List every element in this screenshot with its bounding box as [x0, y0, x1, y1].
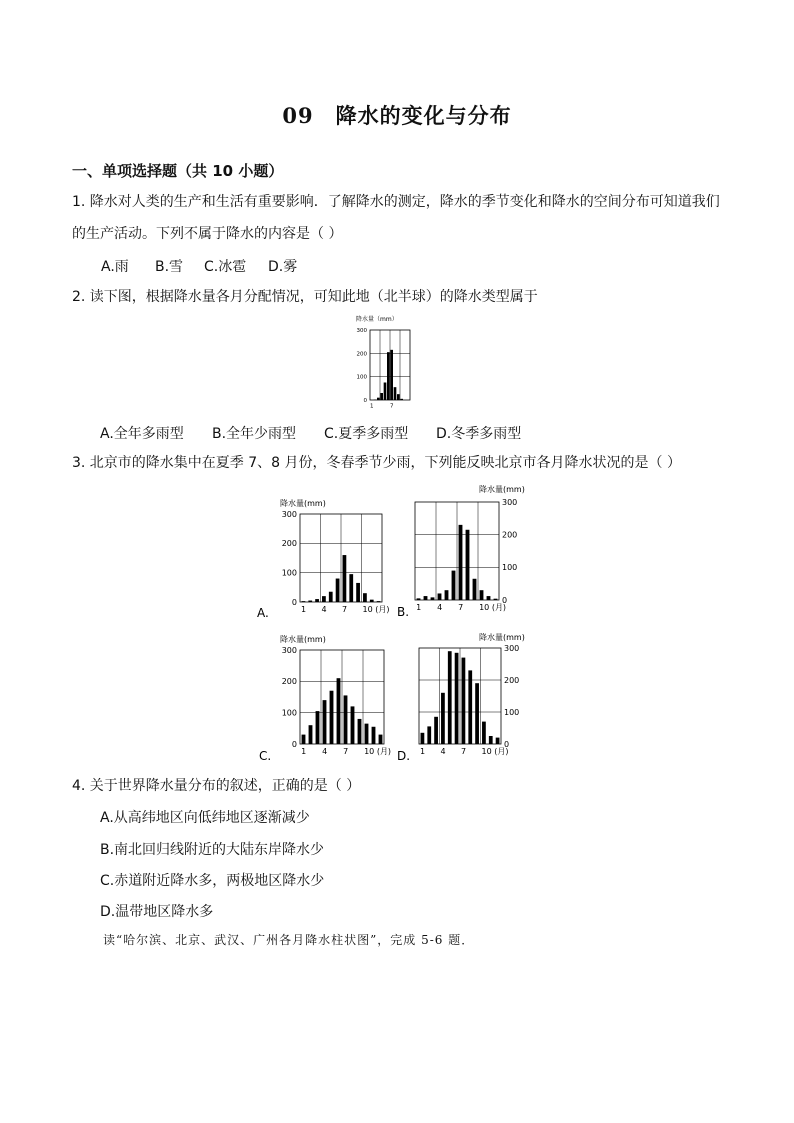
- q2-bar-6: [387, 352, 390, 400]
- q3-chart-d: [395, 628, 540, 763]
- q3-D-xtick-label: 4: [440, 747, 446, 756]
- q3-B-xtick-label: 4: [437, 603, 443, 612]
- q1-option-d: D.雾: [268, 259, 298, 275]
- q3-chart-b: [395, 480, 540, 620]
- q3-C-ytick-label: 0: [291, 739, 297, 749]
- q3-B-bar-3: [431, 597, 435, 600]
- q2-ytick-label: 100: [356, 374, 367, 381]
- section-heading: 一、单项选择题（共 10 小题）: [72, 162, 284, 180]
- q3-B-bar-7: [459, 525, 463, 600]
- title-text: 降水的变化与分布: [335, 103, 512, 128]
- q3-A-bar-4: [322, 596, 326, 602]
- q3-A-bar-2: [308, 601, 312, 602]
- q3-D-bar-10: [482, 722, 486, 744]
- q3-A-bar-12: [377, 601, 381, 602]
- q3-b-letter: B.: [397, 605, 410, 619]
- q3-C-bar-11: [372, 727, 376, 744]
- q3-D-bar-11: [489, 736, 493, 744]
- q3-D-bar-12: [496, 738, 500, 744]
- q3-B-bar-12: [494, 599, 498, 600]
- q3-chart-c: [255, 628, 405, 763]
- q3-D-bar-1: [421, 733, 425, 744]
- q3-B-xtick-label: 1: [416, 603, 422, 612]
- q2-bar-5: [384, 383, 387, 401]
- q3-B-xtick-label: 7: [458, 603, 464, 612]
- q3-D-xtick-label: 1: [420, 747, 426, 756]
- q1-option-c: C.冰雹: [204, 259, 247, 275]
- q3-C-bar-12: [379, 735, 383, 744]
- q3-B-ytick-label: 0: [502, 595, 508, 605]
- q3-B-xtick-label: 10 (月): [479, 603, 507, 612]
- q3-C-bar-9: [358, 719, 362, 744]
- q4-option-c: C.赤道附近降水多，两极地区降水少: [100, 873, 325, 889]
- q3-A-bar-7: [343, 555, 347, 602]
- q3-A-xtick-label: 7: [342, 605, 348, 614]
- q4-option-a: A.从高纬地区向低纬地区逐渐减少: [100, 810, 310, 826]
- q3-D-bar-2: [427, 726, 431, 744]
- q3-A-bar-10: [363, 593, 367, 602]
- q3-B-ytick-label: 200: [502, 530, 518, 540]
- q3-D-bar-4: [441, 693, 445, 744]
- q3-d-ylabel: 降水量(mm): [479, 633, 525, 642]
- q2-bar-7: [390, 350, 393, 400]
- q3-D-bar-5: [448, 651, 452, 744]
- q3-D-ytick-label: 300: [504, 643, 520, 653]
- q3-A-bar-3: [315, 599, 319, 602]
- q2-chart-ylabel: 降水量（mm）: [356, 316, 398, 323]
- q3-A-bar-1: [302, 601, 306, 602]
- q3-a-ylabel: 降水量(mm): [280, 499, 326, 508]
- q1-stem-line1: 1. 降水对人类的生产和生活有重要影响．了解降水的测定，降水的季节变化和降水的空间分布可知道我们: [72, 194, 720, 210]
- q3-A-xtick-label: 1: [301, 605, 307, 614]
- q3-C-bar-1: [302, 735, 306, 744]
- q3-A-bar-5: [329, 592, 333, 602]
- q2-bar-3: [377, 398, 380, 400]
- q3-a-letter: A.: [257, 606, 269, 620]
- q3-C-ytick-label: 300: [281, 645, 297, 655]
- q3-chart-a: [255, 492, 405, 622]
- q2-ytick-label: 0: [363, 397, 367, 404]
- q3-A-bar-9: [356, 583, 360, 602]
- title-number: 09: [282, 103, 314, 128]
- q3-C-bar-7: [344, 695, 348, 744]
- q3-A-bar-8: [349, 574, 353, 602]
- q2-chart: [350, 312, 450, 412]
- document-title: [0, 100, 794, 130]
- q2-ytick-label: 200: [356, 351, 367, 358]
- q2-option-d: D.冬季多雨型: [436, 426, 522, 442]
- q3-B-bar-8: [466, 530, 470, 600]
- q3-C-bar-8: [351, 706, 355, 744]
- q2-ytick-label: 300: [356, 327, 367, 334]
- q2-option-a: A.全年多雨型: [100, 426, 184, 442]
- q3-C-ytick-label: 100: [281, 708, 297, 718]
- q3-b-ylabel: 降水量(mm): [479, 485, 525, 494]
- q3-B-bar-11: [487, 596, 491, 600]
- q3-A-ytick-label: 200: [281, 539, 297, 549]
- q5-6-intro: 读“哈尔滨、北京、武汉、广州各月降水柱状图”，完成 5-6 题．: [103, 933, 475, 947]
- q3-B-bar-5: [445, 590, 449, 600]
- q4-stem: 4. 关于世界降水量分布的叙述，正确的是（ ）: [72, 778, 361, 794]
- q3-C-xtick-label: 1: [301, 747, 307, 756]
- q3-C-bar-10: [365, 724, 369, 744]
- q4-option-d: D.温带地区降水多: [100, 904, 214, 920]
- q3-C-bar-5: [330, 691, 334, 744]
- q2-option-b: B.全年少雨型: [212, 426, 297, 442]
- q1-stem-line2: 的生产活动。下列不属于降水的内容是（ ）: [72, 226, 343, 242]
- q2-option-c: C.夏季多雨型: [324, 426, 409, 442]
- q3-D-ytick-label: 0: [504, 739, 510, 749]
- q3-c-letter: C.: [259, 749, 272, 763]
- q3-B-bar-6: [452, 571, 456, 600]
- q3-C-xtick-label: 4: [322, 747, 328, 756]
- q3-D-bar-3: [434, 717, 438, 744]
- q3-B-bar-9: [473, 579, 477, 600]
- q2-xtick-label: 1: [370, 403, 374, 410]
- q3-stem: 3. 北京市的降水集中在夏季 7、8 月份，冬春季节少雨，下列能反映北京市各月降水状况的是（ ）: [72, 455, 681, 471]
- q3-C-bar-2: [309, 725, 313, 744]
- q3-D-ytick-label: 200: [504, 675, 520, 685]
- q3-B-ytick-label: 100: [502, 563, 518, 573]
- q3-C-bar-3: [316, 711, 320, 744]
- q3-D-bar-7: [462, 658, 466, 744]
- q3-B-ytick-label: 300: [502, 497, 518, 507]
- q3-d-letter: D.: [397, 749, 411, 763]
- q3-C-xtick-label: 10 (月): [364, 747, 392, 756]
- q2-bar-9: [397, 394, 400, 400]
- q2-bar-8: [394, 387, 397, 400]
- q2-xtick-label: 7: [390, 403, 394, 410]
- q3-A-xtick-label: 4: [321, 605, 327, 614]
- q3-A-ytick-label: 0: [291, 597, 297, 607]
- q3-C-bar-6: [337, 678, 341, 744]
- q3-D-xtick-label: 10 (月): [481, 747, 509, 756]
- q3-c-ylabel: 降水量(mm): [280, 635, 326, 644]
- q3-A-ytick-label: 100: [281, 568, 297, 578]
- q3-B-bar-4: [438, 593, 442, 600]
- q3-B-bar-10: [480, 590, 484, 600]
- q1-option-b: B.雪: [155, 259, 184, 275]
- q3-B-bar-1: [417, 598, 421, 600]
- q3-A-ytick-label: 300: [281, 509, 297, 519]
- q1-option-a: A.雨: [101, 259, 129, 275]
- q4-option-b: B.南北回归线附近的大陆东岸降水少: [100, 842, 325, 858]
- q3-C-ytick-label: 200: [281, 677, 297, 687]
- q3-D-bar-6: [455, 653, 459, 744]
- q3-D-xtick-label: 7: [461, 747, 467, 756]
- q3-C-bar-4: [323, 700, 327, 744]
- q3-D-ytick-label: 100: [504, 707, 520, 717]
- q3-A-bar-11: [370, 600, 374, 602]
- q2-bar-10: [400, 399, 403, 400]
- q3-D-bar-9: [475, 683, 479, 744]
- q3-B-bar-2: [424, 596, 428, 600]
- q2-stem: 2. 读下图，根据降水量各月分配情况，可知此地（北半球）的降水类型属于: [72, 289, 538, 305]
- q2-bar-4: [380, 393, 383, 400]
- q3-A-bar-6: [336, 579, 340, 602]
- q3-D-bar-8: [468, 670, 472, 744]
- q3-A-xtick-label: 10 (月): [362, 605, 390, 614]
- q3-C-xtick-label: 7: [343, 747, 349, 756]
